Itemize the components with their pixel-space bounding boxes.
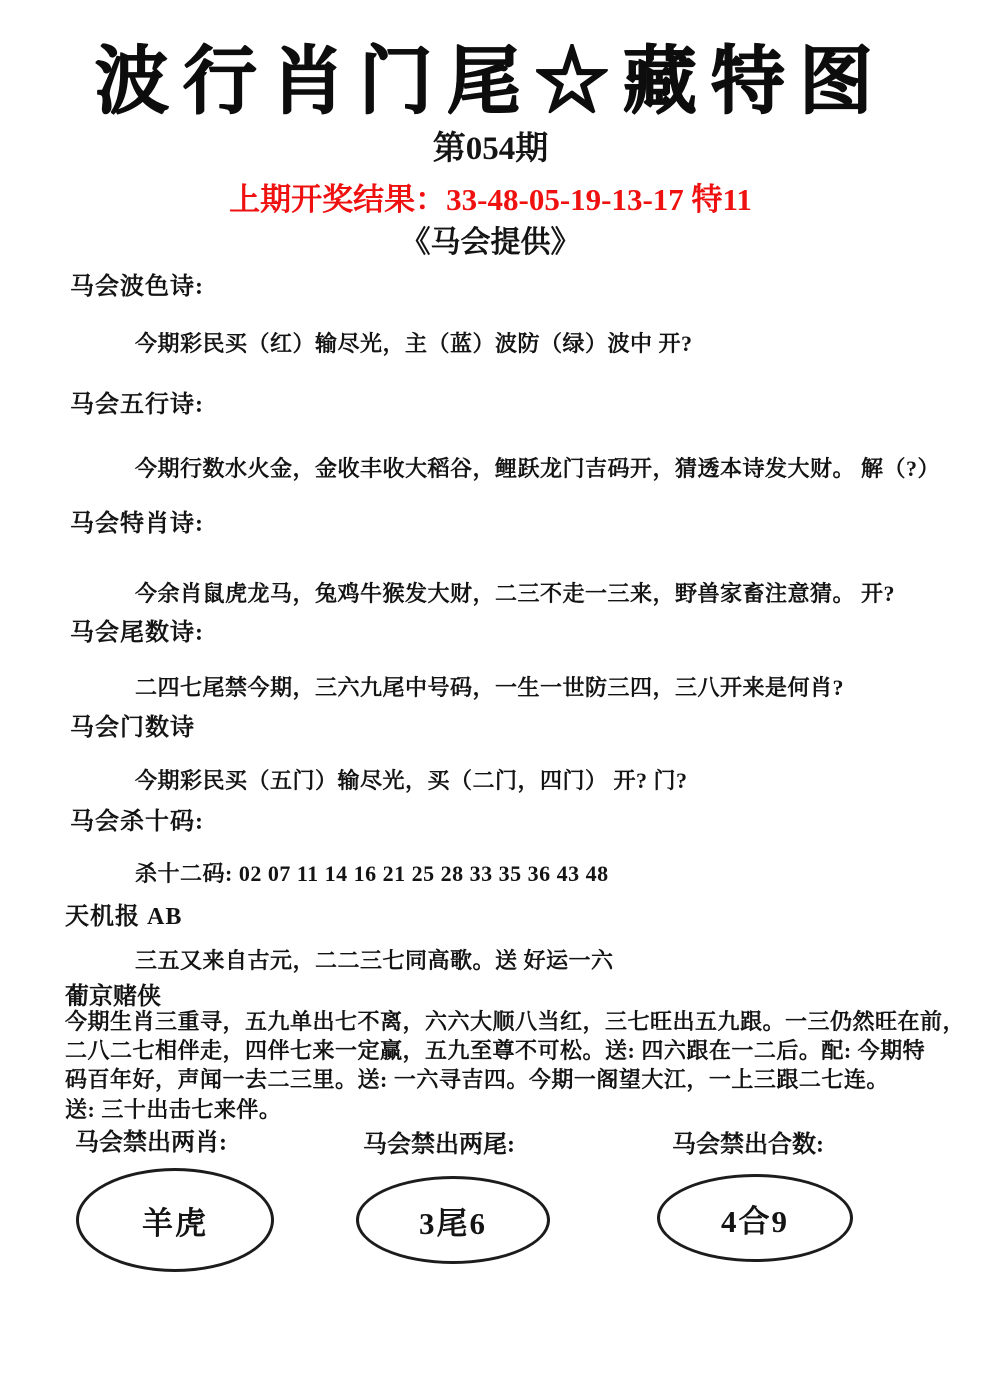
pujing-line: 今期生肖三重寻，五九单出七不离，六六大顺八当红，三七旺出五九跟。一三仍然旺在前， [65,1009,966,1034]
forbidden-zodiac-value: 羊虎 [142,1205,208,1241]
section-label-wuxing: 马会五行诗: [70,392,204,418]
section-label-tianji: 天机报 AB [65,904,183,930]
section-label-weishu: 马会尾数诗: [70,620,204,646]
forbidden-sum-label: 马会禁出合数: [672,1132,824,1158]
section-poem-bose: 今期彩民买（红）输尽光，主（蓝）波防（绿）波中 开? [135,331,693,356]
section-label-shashima: 马会杀十码: [70,809,204,835]
section-poem-tianji: 三五又来自古元，二二三七同高歌。送 好运一六 [135,948,614,973]
section-label-menshu: 马会门数诗 [70,715,195,741]
section-label-pujing: 葡京赌侠 [65,984,161,1010]
forbidden-tail-label: 马会禁出两尾: [363,1132,515,1158]
page-title: 波行肖门尾☆藏特图 [94,41,887,123]
section-poem-menshu: 今期彩民买（五门）输尽光，买（二门，四门） 开? 门? [135,768,688,793]
forbidden-zodiac-label: 马会禁出两肖: [75,1130,227,1156]
forbidden-tail-oval [356,1176,550,1264]
section-label-texiao: 马会特肖诗: [70,511,204,537]
issue-number: 第054期 [432,131,549,167]
forbidden-sum-oval [657,1174,853,1262]
provider-line: 《马会提供》 [400,226,581,259]
section-poem-wuxing: 今期行数水火金，金收丰收大稻谷，鲤跃龙门吉码开，猜透本诗发大财。 解（?） [135,456,941,481]
pujing-line: 二八二七相伴走，四伴七来一定赢，五九至尊不可松。送: 四六跟在一二后。配: 今期特 [65,1038,926,1063]
forbidden-zodiac-oval [76,1168,274,1272]
pujing-line: 送: 三十出击七来伴。 [65,1097,282,1122]
section-label-bose: 马会波色诗: [70,274,204,300]
pujing-line: 码百年好，声闻一去二三里。送: 一六寻吉四。今期一阁望大江，一上三跟二七连。 [65,1067,889,1092]
last-draw-result: 上期开奖结果：33-48-05-19-13-17 特11 [229,182,752,217]
forbidden-sum-value: 4合9 [721,1203,789,1239]
section-poem-weishu: 二四七尾禁今期，三六九尾中号码，一生一世防三四，三八开来是何肖? [135,675,845,700]
section-poem-texiao: 今余肖鼠虎龙马，兔鸡牛猴发大财，二三不走一三来，野兽家畜注意猜。 开? [135,581,896,606]
kill-numbers-line: 杀十二码: 02 07 11 14 16 21 25 28 33 35 36 43 48 [135,861,609,886]
forbidden-tail-value: 3尾6 [419,1205,487,1241]
